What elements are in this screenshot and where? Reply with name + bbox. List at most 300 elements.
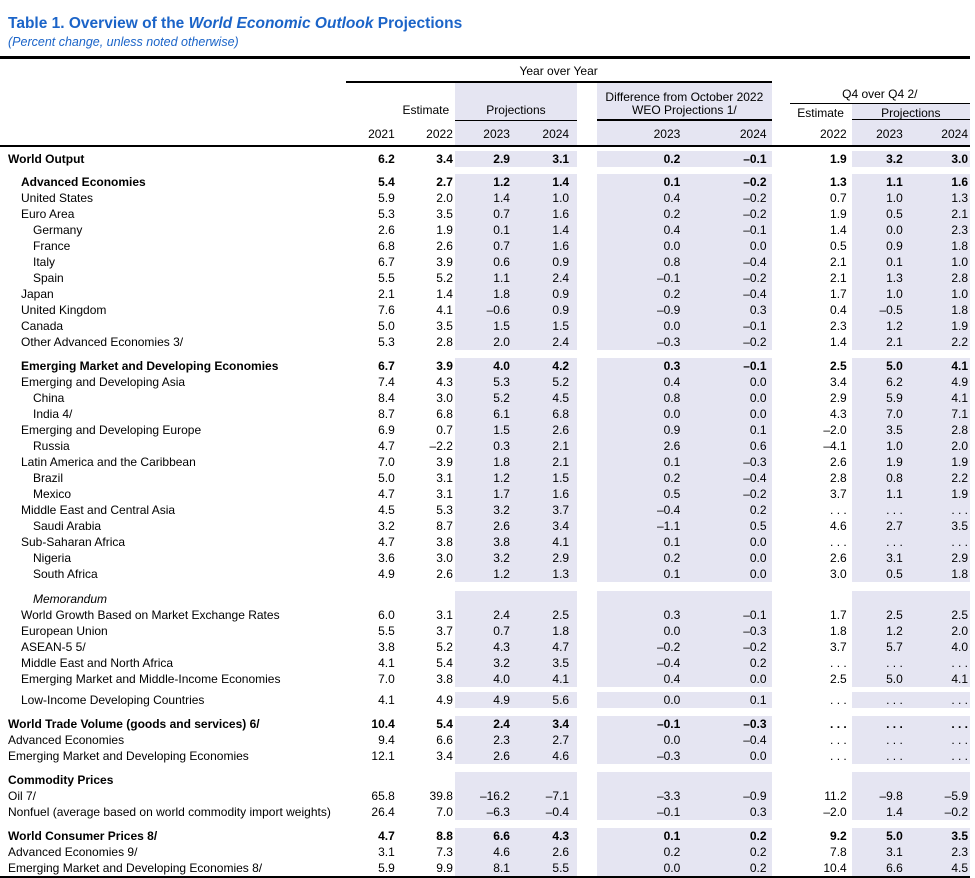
table-row xyxy=(0,302,970,318)
value-cell: 2.6 xyxy=(378,223,395,237)
value-cell xyxy=(597,772,683,788)
value-cell: –3.3 xyxy=(656,789,681,803)
row-label: Spain xyxy=(33,271,64,285)
value-cell: 3.5 xyxy=(436,319,453,333)
column-gap xyxy=(577,286,597,302)
value-cell: . . . xyxy=(886,656,903,670)
value-cell: 2.6 xyxy=(493,519,510,533)
value-cell: 2.2 xyxy=(951,335,968,349)
value-cell: 7.0 xyxy=(378,672,395,686)
value-cell xyxy=(346,591,397,607)
value-cell: 1.5 xyxy=(552,319,570,333)
value-cell: 3.1 xyxy=(378,845,395,859)
header-row-subgroups xyxy=(0,82,970,120)
value-cell: 26.4 xyxy=(371,805,395,819)
column-gap xyxy=(577,174,597,190)
value-cell: 2.6 xyxy=(552,423,570,437)
value-cell: –0.4 xyxy=(545,805,570,819)
value-cell: 5.4 xyxy=(436,656,453,670)
value-cell: 1.3 xyxy=(552,567,570,581)
value-cell: 0.2 xyxy=(663,152,681,166)
table-body xyxy=(0,146,970,877)
value-cell: –9.8 xyxy=(879,789,903,803)
value-cell: 1.9 xyxy=(830,152,847,166)
header-gap-cell xyxy=(772,82,790,120)
value-cell: 1.8 xyxy=(951,239,968,253)
value-cell: 2.9 xyxy=(830,391,847,405)
value-cell: 3.5 xyxy=(951,829,968,843)
value-cell: –0.1 xyxy=(656,717,681,731)
value-cell: 1.0 xyxy=(951,255,968,269)
projections-header: Projections xyxy=(455,82,577,120)
column-gap xyxy=(772,566,790,582)
value-cell: 3.9 xyxy=(436,255,453,269)
value-cell: 0.2 xyxy=(749,845,767,859)
value-cell: 3.0 xyxy=(951,152,968,166)
value-cell: 0.0 xyxy=(663,861,681,875)
value-cell: 0.1 xyxy=(663,829,681,843)
value-cell: 5.5 xyxy=(552,861,570,875)
column-gap xyxy=(772,828,790,844)
value-cell xyxy=(346,772,397,788)
section-spacer xyxy=(0,167,970,174)
column-gap xyxy=(772,804,790,820)
column-gap xyxy=(772,655,790,671)
value-cell: 2.0 xyxy=(951,439,968,453)
row-label: European Union xyxy=(21,624,108,638)
value-cell: 3.7 xyxy=(830,640,847,654)
value-cell: 4.3 xyxy=(552,829,570,843)
value-cell: 3.4 xyxy=(830,375,847,389)
value-cell: . . . xyxy=(951,733,968,747)
value-cell: 3.7 xyxy=(552,503,570,517)
value-cell: 2.1 xyxy=(830,271,847,285)
value-cell: 3.6 xyxy=(378,551,395,565)
row-label: Other Advanced Economies 3/ xyxy=(21,335,184,349)
value-cell: 0.3 xyxy=(749,805,767,819)
column-gap xyxy=(772,732,790,748)
value-cell: 4.7 xyxy=(378,487,395,501)
value-cell: 1.6 xyxy=(951,175,968,189)
row-label: India 4/ xyxy=(33,407,73,421)
value-cell: 0.2 xyxy=(663,471,681,485)
section-spacer xyxy=(0,582,970,591)
table-row xyxy=(0,518,970,534)
value-cell: 0.7 xyxy=(493,207,510,221)
value-cell: 0.7 xyxy=(830,191,847,205)
value-cell: 2.7 xyxy=(886,519,903,533)
value-cell: 2.6 xyxy=(663,439,681,453)
years-row xyxy=(0,120,970,146)
table-row xyxy=(0,438,970,454)
section-spacer xyxy=(0,764,970,772)
year-column-header: 2023 xyxy=(597,120,683,146)
value-cell: 5.4 xyxy=(436,717,453,731)
row-label: Canada xyxy=(21,319,64,333)
value-cell: . . . xyxy=(951,693,968,707)
table-row xyxy=(0,454,970,470)
value-cell: 4.1 xyxy=(436,303,453,317)
value-cell: 0.4 xyxy=(663,223,681,237)
value-cell: –0.5 xyxy=(879,303,903,317)
value-cell: 3.0 xyxy=(436,391,453,405)
row-label: Euro Area xyxy=(21,207,75,221)
row-label: Middle East and North Africa xyxy=(21,656,174,670)
value-cell: 4.3 xyxy=(830,407,847,421)
value-cell: . . . xyxy=(830,535,847,549)
column-gap xyxy=(577,788,597,804)
value-cell: 3.5 xyxy=(951,519,968,533)
value-cell: . . . xyxy=(951,749,968,763)
column-gap xyxy=(577,591,597,607)
column-gap xyxy=(577,190,597,206)
value-cell: –0.1 xyxy=(656,271,681,285)
value-cell: –0.4 xyxy=(743,287,767,301)
value-cell: 0.4 xyxy=(663,672,681,686)
column-gap xyxy=(772,374,790,390)
value-cell: –0.1 xyxy=(743,608,767,622)
value-cell xyxy=(907,591,970,607)
value-cell: 2.0 xyxy=(493,335,510,349)
value-cell: 39.8 xyxy=(429,789,453,803)
value-cell: 2.8 xyxy=(436,335,453,349)
value-cell: 11.2 xyxy=(824,789,847,803)
value-cell: 0.0 xyxy=(749,551,767,565)
column-gap xyxy=(772,844,790,860)
value-cell: –0.3 xyxy=(743,624,767,638)
value-cell: –0.1 xyxy=(656,805,681,819)
value-cell: –0.4 xyxy=(743,471,767,485)
section-spacer xyxy=(0,708,970,716)
value-cell: . . . xyxy=(886,693,903,707)
value-cell: 3.2 xyxy=(493,551,510,565)
value-cell: –0.4 xyxy=(743,255,767,269)
row-label: Commodity Prices xyxy=(8,773,114,787)
table-row xyxy=(0,406,970,422)
table-row xyxy=(0,534,970,550)
value-cell: 4.2 xyxy=(552,359,570,373)
column-gap xyxy=(577,302,597,318)
column-gap xyxy=(577,716,597,732)
value-cell: . . . xyxy=(830,749,847,763)
value-cell: 4.6 xyxy=(830,519,847,533)
q4-estimate-header: Estimate xyxy=(790,104,852,121)
row-label: Advanced Economies xyxy=(21,175,146,189)
value-cell: 7.8 xyxy=(830,845,847,859)
table-row xyxy=(0,238,970,254)
value-cell: 0.0 xyxy=(663,693,681,707)
value-cell: 5.5 xyxy=(378,271,395,285)
value-cell: 2.4 xyxy=(493,717,510,731)
row-label: ASEAN-5 5/ xyxy=(21,640,86,654)
value-cell: 2.0 xyxy=(436,191,453,205)
value-cell: 1.6 xyxy=(552,487,570,501)
column-gap xyxy=(577,607,597,623)
value-cell: 0.6 xyxy=(749,439,767,453)
value-cell: . . . xyxy=(886,717,903,731)
column-gap xyxy=(772,486,790,502)
value-cell: 4.0 xyxy=(951,640,968,654)
column-gap xyxy=(772,692,790,708)
value-cell: 2.5 xyxy=(830,672,847,686)
value-cell: 1.9 xyxy=(951,319,968,333)
value-cell: 4.9 xyxy=(493,693,510,707)
value-cell: –7.1 xyxy=(545,789,570,803)
column-gap xyxy=(577,270,597,286)
value-cell: –0.3 xyxy=(743,455,767,469)
value-cell: 3.9 xyxy=(436,455,453,469)
value-cell: 4.7 xyxy=(552,640,570,654)
value-cell: 4.9 xyxy=(436,693,453,707)
value-cell xyxy=(790,591,852,607)
row-label: United Kingdom xyxy=(21,303,107,317)
column-gap xyxy=(577,671,597,687)
column-gap xyxy=(577,844,597,860)
value-cell: 1.8 xyxy=(951,567,968,581)
table-row xyxy=(0,671,970,687)
value-cell: 3.7 xyxy=(436,624,453,638)
value-cell: 1.2 xyxy=(886,319,903,333)
value-cell: 4.6 xyxy=(493,845,510,859)
value-cell: 10.4 xyxy=(371,717,395,731)
table-header xyxy=(0,58,970,147)
table-row xyxy=(0,732,970,748)
value-cell: 0.1 xyxy=(886,255,903,269)
value-cell: 3.2 xyxy=(493,503,510,517)
value-cell: 4.0 xyxy=(493,672,510,686)
value-cell: 8.7 xyxy=(378,407,395,421)
row-label: United States xyxy=(21,191,94,205)
value-cell: 3.0 xyxy=(830,567,847,581)
column-gap xyxy=(772,470,790,486)
value-cell: 2.9 xyxy=(552,551,570,565)
value-cell: 1.3 xyxy=(886,271,903,285)
table-row xyxy=(0,222,970,238)
value-cell: 1.1 xyxy=(886,487,903,501)
value-cell: 12.1 xyxy=(371,749,395,763)
column-gap xyxy=(577,828,597,844)
value-cell: –1.1 xyxy=(656,519,681,533)
value-cell: 0.9 xyxy=(552,303,570,317)
value-cell: 1.6 xyxy=(552,239,570,253)
column-gap xyxy=(772,671,790,687)
year-column-header: 2024 xyxy=(512,120,577,146)
table-row xyxy=(0,639,970,655)
header-spacer-cell xyxy=(0,120,346,146)
column-gap xyxy=(772,206,790,222)
value-cell: –0.2 xyxy=(743,175,767,189)
table-row xyxy=(0,286,970,302)
value-cell: 6.1 xyxy=(493,407,510,421)
value-cell: 1.5 xyxy=(552,471,570,485)
table-row xyxy=(0,788,970,804)
value-cell: 4.3 xyxy=(436,375,453,389)
value-cell: 1.0 xyxy=(886,191,903,205)
value-cell: 2.8 xyxy=(951,423,968,437)
value-cell: 3.7 xyxy=(830,487,847,501)
value-cell: 0.3 xyxy=(663,359,681,373)
value-cell: 0.5 xyxy=(749,519,767,533)
value-cell: 1.2 xyxy=(493,471,510,485)
value-cell: 9.2 xyxy=(830,829,847,843)
value-cell: 0.4 xyxy=(830,303,847,317)
value-cell xyxy=(683,591,771,607)
value-cell: 1.8 xyxy=(552,624,570,638)
value-cell: 7.3 xyxy=(436,845,453,859)
table-row xyxy=(0,486,970,502)
value-cell: 4.3 xyxy=(493,640,510,654)
value-cell: 5.3 xyxy=(378,207,395,221)
value-cell: 5.0 xyxy=(886,359,903,373)
value-cell: 2.3 xyxy=(951,223,968,237)
value-cell: 3.5 xyxy=(436,207,453,221)
value-cell: –0.2 xyxy=(656,640,681,654)
value-cell: 1.4 xyxy=(552,223,570,237)
value-cell: . . . xyxy=(886,749,903,763)
table-row xyxy=(0,502,970,518)
value-cell: 2.6 xyxy=(436,567,453,581)
row-label: Oil 7/ xyxy=(8,789,37,803)
row-label: France xyxy=(33,239,71,253)
value-cell: –2.0 xyxy=(823,423,847,437)
column-gap xyxy=(577,406,597,422)
value-cell: 3.5 xyxy=(552,656,570,670)
column-gap xyxy=(577,550,597,566)
column-gap xyxy=(577,390,597,406)
value-cell: 2.4 xyxy=(552,335,570,349)
value-cell: 6.8 xyxy=(378,239,395,253)
value-cell: 4.1 xyxy=(951,391,968,405)
value-cell: 3.1 xyxy=(436,487,453,501)
header-gap-cell xyxy=(772,120,790,146)
value-cell: 6.2 xyxy=(886,375,903,389)
value-cell: –16.2 xyxy=(479,789,510,803)
value-cell: –2.2 xyxy=(429,439,453,453)
value-cell: 0.9 xyxy=(552,255,570,269)
column-gap xyxy=(772,286,790,302)
value-cell: 4.7 xyxy=(378,439,395,453)
header-row-groups xyxy=(0,58,970,83)
column-gap xyxy=(772,788,790,804)
value-cell: 4.7 xyxy=(378,829,395,843)
row-label: Emerging Market and Developing Economies 8/ xyxy=(8,861,263,875)
value-cell xyxy=(455,772,512,788)
value-cell: 4.1 xyxy=(552,535,570,549)
value-cell: 0.2 xyxy=(663,845,681,859)
row-label: World Growth Based on Market Exchange Rates xyxy=(21,608,280,622)
value-cell: –0.6 xyxy=(486,303,510,317)
value-cell: –0.9 xyxy=(743,789,767,803)
value-cell: 0.2 xyxy=(663,207,681,221)
row-label: Emerging Market and Developing Economies xyxy=(8,749,249,763)
value-cell: 1.0 xyxy=(951,287,968,301)
table-row xyxy=(0,374,970,390)
column-gap xyxy=(772,518,790,534)
value-cell: 0.5 xyxy=(886,207,903,221)
value-cell xyxy=(512,772,577,788)
header-gap-cell xyxy=(577,82,597,120)
value-cell: . . . xyxy=(951,656,968,670)
value-cell: 3.4 xyxy=(436,152,453,166)
value-cell: 1.4 xyxy=(886,805,903,819)
value-cell: 0.5 xyxy=(663,487,681,501)
column-gap xyxy=(772,550,790,566)
row-label: Advanced Economies xyxy=(8,733,125,747)
value-cell: 0.0 xyxy=(749,391,767,405)
value-cell: 1.2 xyxy=(886,624,903,638)
table-row xyxy=(0,318,970,334)
value-cell: 0.0 xyxy=(663,239,681,253)
value-cell: 1.7 xyxy=(830,608,847,622)
value-cell: 1.1 xyxy=(886,175,903,189)
value-cell: 3.8 xyxy=(436,535,453,549)
value-cell: . . . xyxy=(951,535,968,549)
row-label: Memorandum xyxy=(33,592,108,606)
table-row xyxy=(0,716,970,732)
value-cell: 0.2 xyxy=(749,861,767,875)
value-cell: 2.1 xyxy=(378,287,395,301)
table-row xyxy=(0,550,970,566)
value-cell: 0.9 xyxy=(663,423,681,437)
value-cell: 5.2 xyxy=(436,640,453,654)
section-spacer xyxy=(0,350,970,358)
value-cell: 9.9 xyxy=(436,861,453,875)
column-gap xyxy=(772,607,790,623)
table-row xyxy=(0,607,970,623)
column-gap xyxy=(772,238,790,254)
value-cell xyxy=(907,772,970,788)
value-cell: 2.5 xyxy=(830,359,847,373)
value-cell: 0.0 xyxy=(663,407,681,421)
value-cell: 2.3 xyxy=(830,319,847,333)
value-cell: 0.2 xyxy=(749,829,767,843)
column-gap xyxy=(577,470,597,486)
column-gap xyxy=(577,358,597,374)
value-cell: 0.2 xyxy=(663,551,681,565)
value-cell: 3.8 xyxy=(436,672,453,686)
value-cell: 1.0 xyxy=(886,439,903,453)
value-cell: 1.8 xyxy=(493,287,510,301)
header-spacer-cell xyxy=(0,58,346,83)
value-cell: 10.4 xyxy=(823,861,847,875)
table-row xyxy=(0,422,970,438)
table-row xyxy=(0,566,970,582)
year-column-header: 2022 xyxy=(790,120,852,146)
value-cell: . . . xyxy=(886,535,903,549)
value-cell: 3.1 xyxy=(886,845,903,859)
value-cell: –0.3 xyxy=(656,335,681,349)
value-cell: 6.8 xyxy=(552,407,570,421)
value-cell: 0.7 xyxy=(436,423,453,437)
table-row xyxy=(0,655,970,671)
value-cell: 3.0 xyxy=(436,551,453,565)
column-gap xyxy=(577,254,597,270)
q4-over-q4-header: Q4 over Q4 2/ xyxy=(790,87,970,104)
value-cell: –4.1 xyxy=(823,439,847,453)
value-cell: 4.1 xyxy=(951,672,968,686)
column-gap xyxy=(577,334,597,350)
value-cell xyxy=(397,772,455,788)
value-cell: 1.6 xyxy=(552,207,570,221)
value-cell: 0.0 xyxy=(663,624,681,638)
row-label: World Output xyxy=(8,152,85,166)
value-cell: 3.9 xyxy=(436,359,453,373)
column-gap xyxy=(577,238,597,254)
value-cell: 2.1 xyxy=(552,455,570,469)
column-gap xyxy=(577,748,597,764)
column-gap xyxy=(577,732,597,748)
difference-header xyxy=(597,82,771,120)
